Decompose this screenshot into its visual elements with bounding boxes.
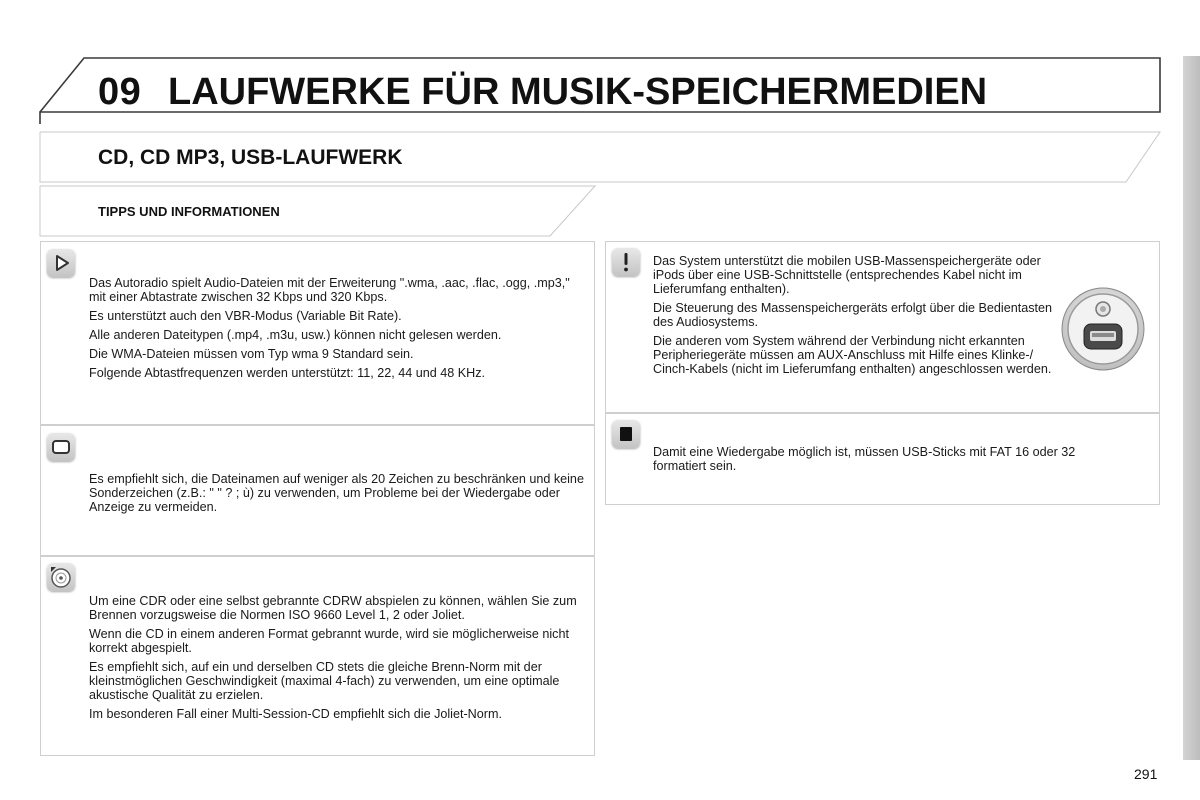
info-box-usb-format (605, 413, 1160, 505)
info-box-text (653, 254, 1053, 381)
paragraph: Alle anderen Dateitypen (.mp4, .m3u, usw.) können nicht gelesen werden. (89, 328, 502, 342)
info-box-text (653, 445, 1123, 478)
play-arrow-icon (47, 249, 75, 277)
paragraph: Das Autoradio spielt Audio-Dateien mit der Erweiterung ".wma, .aac, .flac, .ogg, .mp3," mit einer Abtastrate zwischen 32 Kbps und 320 Kbps. (89, 276, 570, 304)
paragraph: Es unterstützt auch den VBR-Modus (Variable Bit Rate). (89, 309, 402, 323)
paragraph: Damit eine Wiedergabe möglich ist, müssen USB-Sticks mit FAT 16 oder 32 formatiert sein. (653, 445, 1076, 473)
info-box-text (89, 472, 589, 519)
info-box-file-formats (40, 241, 595, 425)
info-box-text (89, 276, 589, 385)
paragraph: Um eine CDR oder eine selbst gebrannte CDRW abspielen zu können, wählen Sie zum Brennen vorzugsweise die Normen ISO 9660 Level 1, 2 oder Joliet. (89, 594, 577, 622)
paragraph: Die Steuerung des Massenspeichergeräts erfolgt über die Bedientasten des Audiosystems. (653, 301, 1053, 329)
paragraph: Wenn die CD in einem anderen Format gebrannt wurde, wird sie möglicherweise nicht korrekt abgespielt. (89, 627, 569, 655)
page-number: 291 (1134, 766, 1158, 782)
info-box-file-names (40, 425, 595, 556)
black-square-icon (612, 420, 640, 448)
chapter-title: LAUFWERKE FÜR MUSIK-SPEICHERMEDIEN (168, 71, 988, 113)
paragraph: Die WMA-Dateien müssen vom Typ wma 9 Standard sein. (89, 347, 414, 361)
chapter-side-tab (1183, 56, 1200, 760)
paragraph: Es empfiehlt sich, die Dateinamen auf weniger als 20 Zeichen zu beschränken und keine Sonderzeichen (z.B.: " " ? ; ù) zu verwenden, um Probleme bei der Wiedergabe oder Anzeige zu vermeiden. (89, 472, 584, 514)
info-box-text (89, 594, 589, 726)
paragraph: Folgende Abtastfrequenzen werden unterstützt: 11, 22, 44 und 48 KHz. (89, 366, 486, 380)
paragraph: Die anderen vom System während der Verbindung nicht erkannten Peripheriegeräte müssen am AUX-Anschluss mit Hilfe eines Klinke-/ Cinch-Kabels (nicht im Lieferumfang enthalten) angeschlossen werden. (653, 334, 1052, 376)
paragraph: Das System unterstützt die mobilen USB-Massenspeichergeräte oder iPods über eine USB-Schnittstelle (entsprechendes Kabel nicht im Lieferumfang enthalten). (653, 254, 1041, 296)
info-box-cd-burning (40, 556, 595, 756)
disc-icon (47, 563, 75, 591)
rounded-square-icon (47, 433, 75, 461)
section-title: CD, CD MP3, USB-LAUFWERK (98, 146, 403, 169)
info-box-usb-devices (605, 241, 1160, 413)
exclamation-icon (612, 248, 640, 276)
chapter-number: 09 (98, 71, 142, 113)
subsection-title: TIPPS UND INFORMATIONEN (98, 204, 280, 219)
paragraph: Im besonderen Fall einer Multi-Session-CD empfiehlt sich die Joliet-Norm. (89, 707, 502, 721)
paragraph: Es empfiehlt sich, auf ein und derselben CD stets die gleiche Brenn-Norm mit der kleinstmöglichen Geschwindigkeit (maximal 4-fach) zu verwenden, um eine optimale akustische Qualität zu erzielen. (89, 660, 560, 702)
usb-port-icon (1060, 286, 1146, 372)
